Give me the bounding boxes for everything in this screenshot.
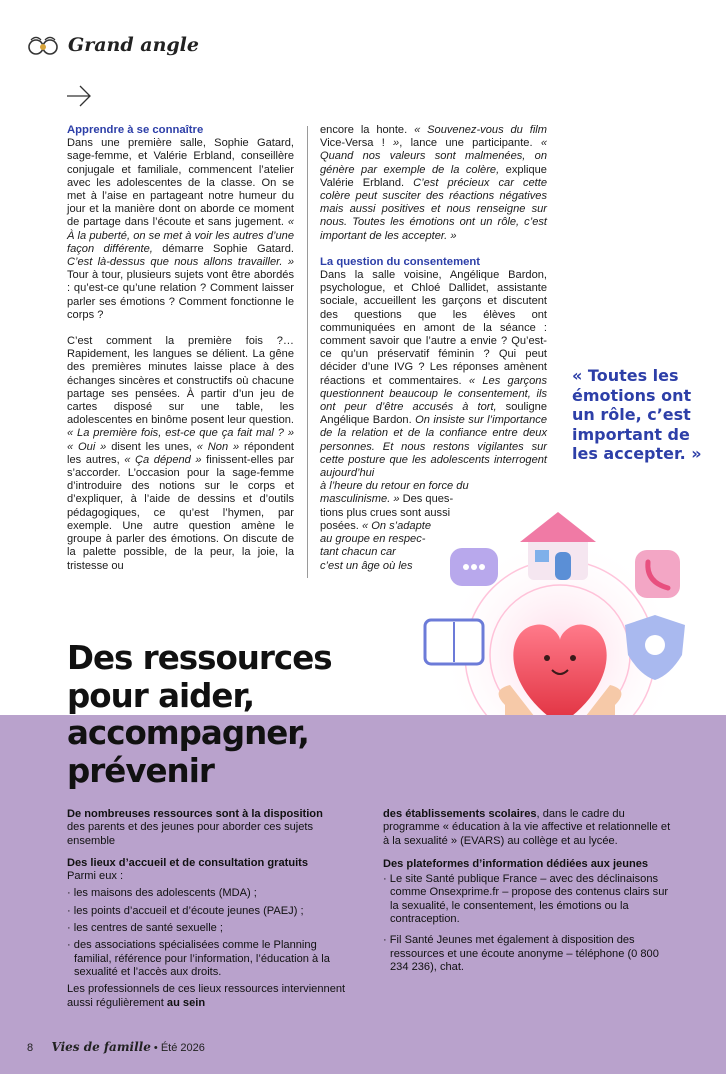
ragged-line: tions plus crues sont aussi xyxy=(320,506,451,519)
resources-column-1 xyxy=(67,808,357,1010)
list-item: · les maisons des adolescents (MDA) ; xyxy=(67,887,257,900)
col1-paragraph-1: Dans une première salle, Sophie Gatard, sage-femme, et Valérie Erbland, conseillère conjugale et familiale, commencent l’atelier avec les adolescentes de la classe. On se met à l’aise en partageant notre humeur du jour et la manière dont on aborde ce moment de partage dans l’écoute et sans jugement. « À la puberté, on se met à voir les autres d’une façon différente, démarre Sophie Gatard. C’est là-dessus que nous allons travailler. » Tour à tour, plusieurs sujets vont être abordés : qu’est-ce qu’une relation ? Comment laisser parler ses émotions ? Comment fonctionne le corps ? xyxy=(67,137,294,321)
arrow-right-icon xyxy=(66,84,92,108)
page-number: 8 xyxy=(27,1042,34,1054)
ragged-line: masculinisme. » Des ques- xyxy=(320,493,454,506)
lieux-list xyxy=(67,887,357,979)
heading-lieux: Des lieux d’accueil et de consultation gratuits xyxy=(67,856,309,869)
resources-column-2 xyxy=(383,808,673,978)
column-divider xyxy=(307,126,308,578)
ragged-line: à l’heure du retour en force du xyxy=(320,480,469,493)
resources-headline: Des ressources pour aider, accompagner, prévenir xyxy=(67,639,332,790)
book-icon xyxy=(425,620,483,664)
col2-paragraph-1: encore la honte. « Souvenez-vous du film Vice-Versa ! », lance une participante. « Quand nos valeurs sont malmenées, on génère par exemple de la colère, explique Valérie Erbland. C’est précieux car cette colère peut susciter des réactions négatives mais aussi positives et nous renseigne sur nous. Toutes les émotions ont un rôle, c’est important de les accepter. » xyxy=(320,124,547,242)
phone-icon xyxy=(635,550,680,598)
ragged-line: posées. « On s’adapte xyxy=(320,519,432,532)
list-item: · Le site Santé publique France – avec des déclinaisons comme Onsexprime.fr – propose des contenus clairs sur la sexualité, le consentement, les émotions ou la contraception. xyxy=(383,873,669,926)
glasses-logo-icon xyxy=(27,34,59,58)
page-footer xyxy=(27,1040,205,1054)
house-icon xyxy=(520,512,596,580)
heading-plateformes: Des plateformes d’information dédiées aux jeunes xyxy=(383,857,649,870)
subhead-consentement: La question du consentement xyxy=(320,255,481,268)
footer-separator: • xyxy=(153,1042,158,1054)
article-column-1 xyxy=(67,124,294,573)
ragged-line: tant chacun car xyxy=(320,546,396,559)
pull-quote: « Toutes les émotions ont un rôle, c’est important de les accepter. » xyxy=(572,366,702,464)
ragged-line: c’est un âge où les xyxy=(320,559,413,572)
section-title: Grand angle xyxy=(68,34,199,56)
list-item: · des associations spécialisées comme le Planning familial, référence pour l’information, l’éducation à la sexualité et l’accès aux droits. xyxy=(67,939,330,978)
magazine-name: Vies de famille xyxy=(51,1040,151,1054)
intro-text: des parents et des jeunes pour aborder ces sujets ensemble xyxy=(67,821,314,847)
list-item: · Fil Santé Jeunes met également à disposition des ressources et une écoute anonyme – téléphone (0 800 234 236), chat. xyxy=(383,934,659,973)
list-item: · les points d’accueil et d’écoute jeunes (PAEJ) ; xyxy=(67,904,304,917)
plateformes-list xyxy=(383,873,673,974)
col1-paragraph-2: C’est comment la première fois ?… Rapidement, les langues se délient. La gêne des premières minutes laisse place à des échanges sincères et constructifs où chacune partage ses pensées. À partir d’un jeu de cartes disposé sur une table, les adolescentes en binôme posent leur question. « La première fois, est-ce que ça fait mal ? » « Oui » disent les unes, « Non » répondent les autres, « Ça dépend » finissent-elles par s’accorder. L’occasion pour la sage-femme d’introduire des notions sur le corps et d’expliquer, à l’aide de dessins et d’outils pédagogiques, ce qu’est l’hymen, par exemple. Une autre question amène le groupe à parler des émotions. On discute de la palette possible, de la peur, la joie, la tristesse ou xyxy=(67,335,295,572)
lieux-lead: Parmi eux : xyxy=(67,870,124,883)
list-item: · les centres de santé sexuelle ; xyxy=(67,922,224,935)
cont-text: des établissements scolaires, dans le cadre du programme « éducation à la vie affective et relationnelle et à la sexualité » (EVARS) au collège et au lycée. xyxy=(383,808,671,847)
col2-paragraph-2: Dans la salle voisine, Angélique Bardon, psychologue, et Chloé Dallidet, assistante sociale, accueillent les garçons et discutent des questions que les élèves ont communiquées en amont de la séance : comment savoir que l’autre a envie ? Qu’est-ce qu’un préservatif féminin ? Qui peut décider d’une IVG ? Les réponses amènent réactions et commentaires. « Les garçons questionnent beaucoup le consentement, ils ont peur d’être accusés à tort, souligne Angélique Bardon. On insiste sur l’importance de la relation et de la confiance entre deux personnes. Et nous restons vigilantes sur cette posture que les adolescents interrogent aujourd’hui xyxy=(320,269,547,480)
outro-text: Les professionnels de ces lieux ressources interviennent aussi régulièrement au sein xyxy=(67,983,346,1009)
intro-bold: De nombreuses ressources sont à la disposition xyxy=(67,808,323,820)
issue-date: Été 2026 xyxy=(160,1042,205,1054)
subhead-apprendre: Apprendre à se connaître xyxy=(67,124,204,136)
chat-bubble-icon xyxy=(450,548,498,586)
ragged-line: au groupe en respec- xyxy=(320,533,426,546)
